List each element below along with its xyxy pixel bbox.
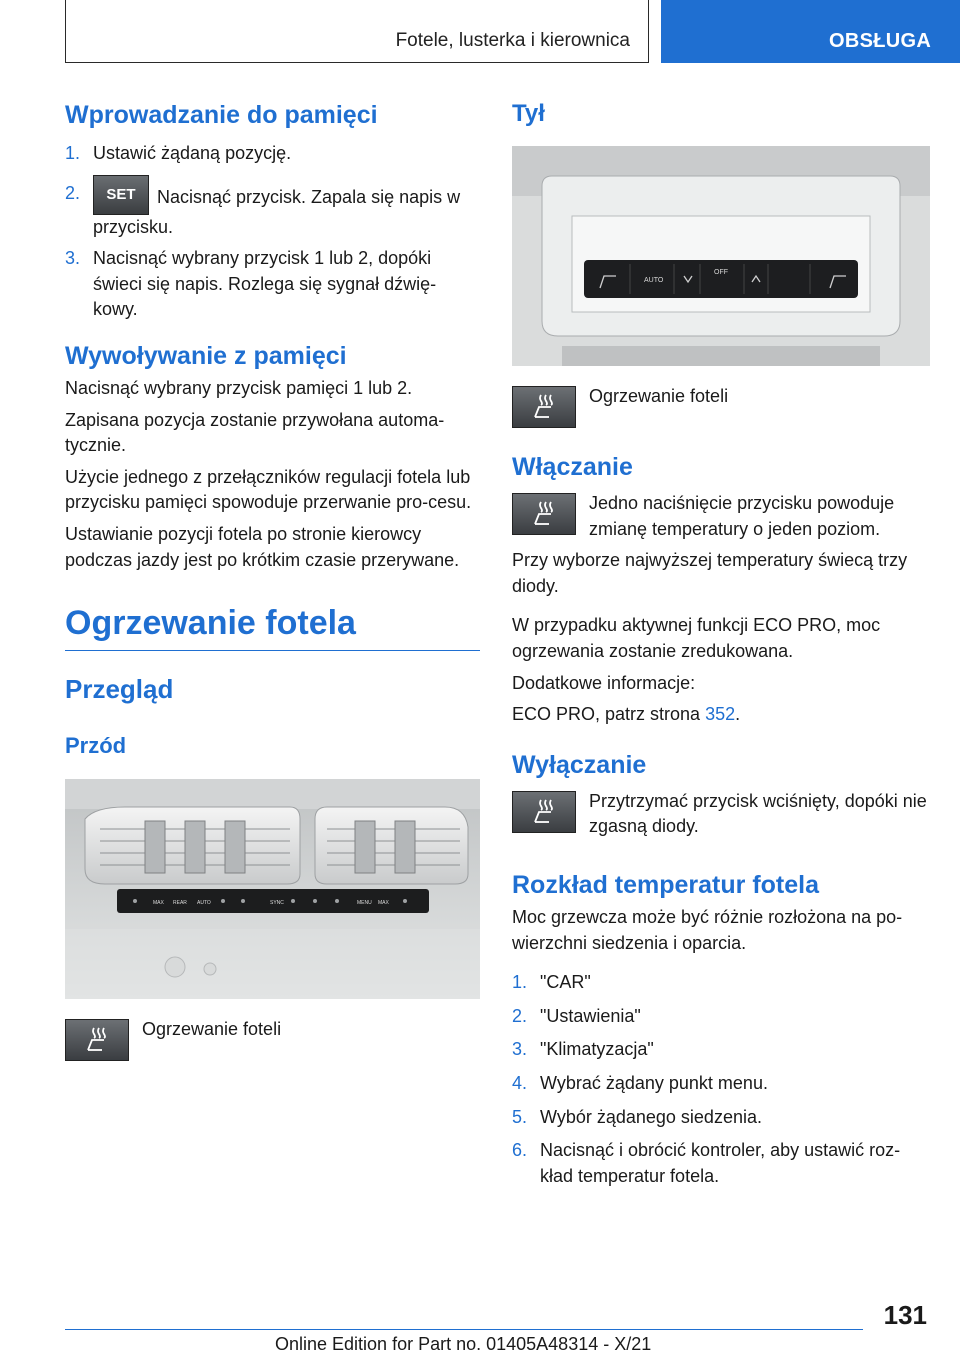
heading-recall: Wywoływanie z pamięci bbox=[65, 341, 347, 370]
eco-pro-reference: ECO PRO, patrz strona 352. bbox=[512, 704, 741, 725]
list-item: 2. SET Nacisnąć przycisk. Zapala się napis w przycisku. bbox=[65, 181, 480, 241]
paragraph: Użycie jednego z przełączników regulacji fotela lub przycisku pamięci spowoduje przerwanie pro‐cesu. bbox=[65, 466, 472, 513]
list-item: 1. "CAR" bbox=[512, 972, 591, 993]
paragraph: Dodatkowe informacje: bbox=[512, 672, 696, 693]
list-item: 3. "Klimatyzacja" bbox=[512, 1039, 654, 1060]
heading-seat-heating: Ogrzewanie fotela bbox=[65, 603, 480, 651]
memory-steps bbox=[65, 141, 480, 323]
page-link[interactable]: 352 bbox=[705, 704, 736, 725]
chapter-title: Fotele, lusterka i kierownica bbox=[395, 30, 630, 51]
front-panel-photo bbox=[65, 779, 480, 999]
heading-rear: Tył bbox=[512, 100, 545, 127]
list-item: 5. Wybór żądanego siedzenia. bbox=[512, 1106, 762, 1127]
paragraph: Zapisana pozycja zostanie przywołana automa‐tycznie. bbox=[65, 409, 445, 456]
front-panel-label: REAR bbox=[173, 900, 187, 907]
list-item: 1. Ustawić żądaną pozycję. bbox=[65, 143, 292, 164]
heading-overview: Przegląd bbox=[65, 673, 174, 704]
front-heating-caption: Ogrzewanie foteli bbox=[142, 1019, 282, 1040]
list-item: 4. Wybrać żądany punkt menu. bbox=[512, 1072, 768, 1093]
edition-footer: Online Edition for Part no. 01405A48314 - X/21 bbox=[275, 1334, 652, 1354]
rear-panel-label: AUTO bbox=[644, 277, 664, 284]
list-item: 6. Nacisnąć i obrócić kontroler, aby ustawić roz‐kład temperatur fotela. bbox=[512, 1140, 901, 1186]
heading-temp-distribution: Rozkład temperatur fotela bbox=[512, 870, 820, 899]
front-heating-row bbox=[65, 1019, 480, 1061]
distribution-steps bbox=[512, 970, 930, 1189]
paragraph: W przypadku aktywnej funkcji ECO PRO, moc ogrzewania zostanie zredukowana. bbox=[512, 615, 881, 661]
heading-front: Przód bbox=[65, 733, 127, 759]
paragraph: Nacisnąć wybrany przycisk pamięci 1 lub 2. bbox=[65, 378, 413, 399]
seat-heating-icon bbox=[512, 791, 576, 833]
switch-off-text: Przytrzymać przycisk wciśnięty, dopóki nie zgasną diody. bbox=[589, 790, 927, 837]
page-number: 131 bbox=[883, 1300, 927, 1330]
front-panel-label: AUTO bbox=[197, 900, 211, 907]
paragraph: Ustawianie pozycji fotela po stronie kierowcy podczas jazdy jest po krótkim czasie przerywane. bbox=[65, 523, 460, 570]
paragraph: Moc grzewcza może być różnie rozłożona na po‐wierzchni siedzenia i oparcia. bbox=[512, 907, 903, 953]
set-button-icon: SET bbox=[93, 175, 149, 215]
rear-panel-label: OFF bbox=[714, 269, 728, 276]
front-panel-label: MENU bbox=[357, 900, 372, 907]
front-panel-label: MAX bbox=[153, 900, 164, 907]
switch-on-row bbox=[512, 493, 930, 542]
seat-heating-icon bbox=[65, 1019, 129, 1061]
front-panel-label: SYNC bbox=[270, 900, 284, 907]
heading-memory: Wprowadzanie do pamięci bbox=[65, 101, 378, 129]
left-column bbox=[65, 100, 480, 1061]
rear-panel-photo bbox=[512, 146, 930, 366]
list-item: 2. "Ustawienia" bbox=[512, 1005, 641, 1026]
list-item: 3. Nacisnąć wybrany przycisk 1 lub 2, dopóki świeci się napis. Rozlega się sygnał dźwię‐kowy. bbox=[65, 248, 437, 320]
rear-heating-caption: Ogrzewanie foteli bbox=[589, 386, 729, 406]
rear-heating-row bbox=[512, 386, 930, 428]
switch-on-text: Jedno naciśnięcie przycisku powoduje zmianę temperatury o jeden poziom. bbox=[589, 493, 895, 539]
footer-divider bbox=[65, 1329, 863, 1330]
section-tab[interactable]: OBSŁUGA bbox=[661, 0, 960, 63]
seat-heating-icon bbox=[512, 386, 576, 428]
right-column bbox=[512, 100, 930, 1189]
header-box bbox=[65, 0, 649, 63]
heading-switch-on: Włączanie bbox=[512, 453, 633, 481]
seat-heating-icon bbox=[512, 493, 576, 535]
heading-switch-off: Wyłączanie bbox=[512, 750, 647, 779]
front-panel-label: MAX bbox=[378, 900, 389, 907]
paragraph: Przy wyborze najwyższej temperatury świecą trzy diody. bbox=[512, 550, 908, 596]
switch-off-row bbox=[512, 791, 930, 840]
